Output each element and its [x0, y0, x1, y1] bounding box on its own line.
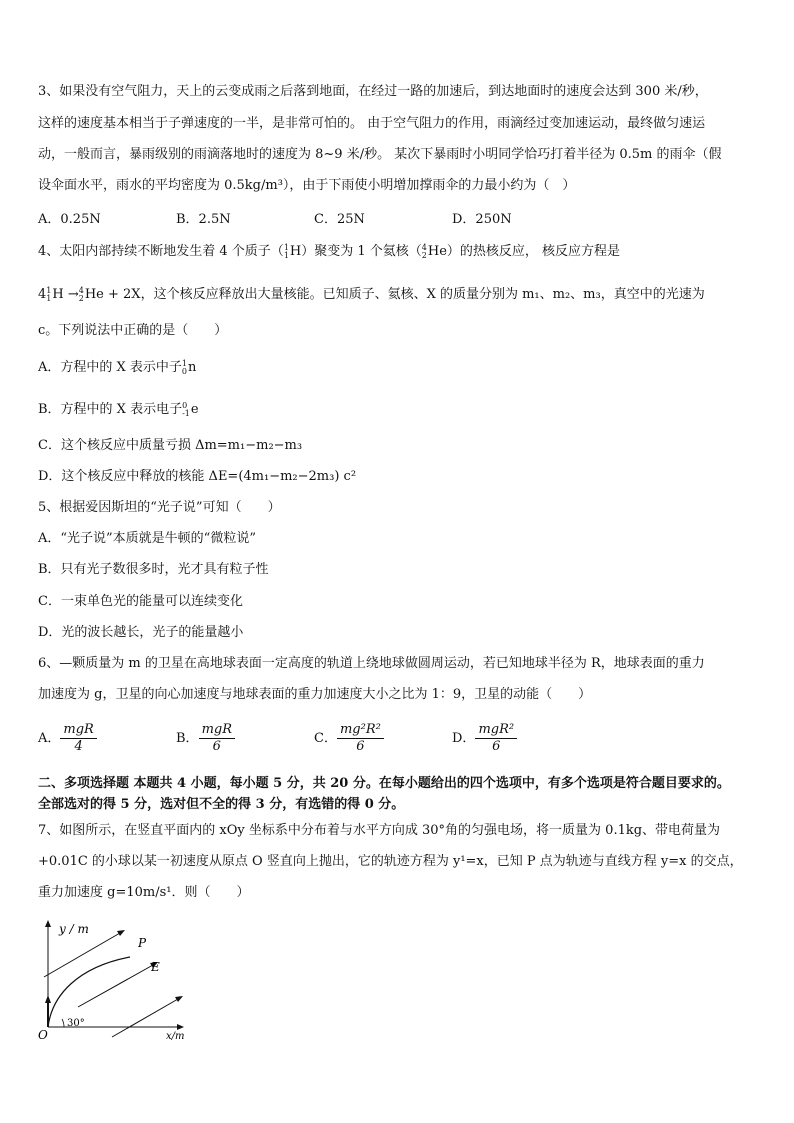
q3-stem-line-1: 3、如果没有空气阻力，天上的云变成雨之后落到地面，在经过一路的加速后，到达地面时的速度会达到 300 米/秒，	[38, 84, 708, 99]
q4-option-b[interactable]: B．方程中的 X 表示电子 0 -1 e	[38, 400, 199, 418]
fraction: $\frac{\text{mg²R²}}{6}$	[337, 722, 384, 755]
q4-stem-line-3: c。下列说法中正确的是（ ）	[38, 323, 228, 338]
proton-isotope: 1 1	[283, 242, 289, 260]
q5-option-b[interactable]: B．只有光子数很多时，光才具有粒子性	[38, 562, 269, 577]
q4-stem-text-a: 4、太阳内部持续不断地发生着 4 个质子（	[38, 244, 284, 259]
q4-stem-text-b: H）聚变为 1 个氦核（	[289, 244, 422, 259]
y-axis-arrow	[45, 920, 51, 927]
electron-isotope: 0 -1	[182, 400, 190, 418]
neutron-isotope: 1 0	[181, 358, 188, 376]
q7-stem-line-3: 重力加速度 g=10m/s¹．则（ ）	[38, 885, 250, 900]
q6-option-d[interactable]: D． $\frac{\text{mgR²}}{6}$	[452, 722, 517, 755]
q3-option-d[interactable]: D．250N	[452, 212, 512, 227]
q6-stem-line-1: 6、—颗质量为 m 的卫星在高地球表面一定高度的轨道上绕地球做圆周运动，若已知地球半径为 R，地球表面的重力	[38, 656, 705, 671]
q7-stem-line-1: 7、如图所示，在竖直平面内的 xOy 坐标系中分布着与水平方向成 30°角的匀强电场，将一质量为 0.1kg、带电荷量为	[38, 823, 721, 838]
q5-option-a[interactable]: A．“光子说”本质就是牛顿的“微粒说”	[38, 531, 256, 546]
angle-label: 30°	[67, 1018, 85, 1029]
equation-coefficient: 4	[38, 287, 47, 302]
q3-stem-line-4: 设伞面水平，雨水的平均密度为 0.5kg/m³），由于下雨使小明增加撑雨伞的力最小约为（ ）	[38, 178, 576, 193]
q6-option-b[interactable]: B． $\frac{\text{mgR}}{6}$	[176, 722, 235, 755]
q6-stem-line-2: 加速度为 g，卫星的向心加速度与地球表面的重力加速度大小之比为 1：9，卫星的动能（ ）	[38, 687, 592, 702]
x-axis-arrow	[177, 1024, 184, 1030]
equation-helium: 4 2	[78, 285, 84, 303]
field-line-upper	[44, 933, 120, 977]
q3-stem-line-3: 动，一般而言，暴雨级别的雨滴落地时的速度为 8~9 米/秒。 某次下暴雨时小明同学恰巧打着半径为 0.5m 的雨伞（假	[38, 147, 722, 162]
fraction: $\frac{\text{mgR}}{4}$	[60, 722, 96, 755]
helium-isotope: 4 2	[421, 242, 427, 260]
q3-option-a[interactable]: A．0.25N	[38, 212, 101, 227]
q3-option-c[interactable]: C．25N	[314, 212, 365, 227]
q5-option-c[interactable]: C．一束单色光的能量可以连续变化	[38, 594, 243, 609]
angle-arc	[62, 1019, 64, 1027]
q4-option-d[interactable]: D．这个核反应中释放的核能 ΔE=(4m₁−m₂−2m₃) c²	[38, 469, 357, 484]
equation-arrow: H →	[52, 287, 79, 302]
section2-heading-line-1: 二、多项选择题 本题共 4 小题，每小题 5 分，共 20 分。在每小题给出的四个选项中，有多个选项是符合题目要求的。	[38, 776, 730, 791]
fraction: $\frac{\text{mgR²}}{6}$	[475, 722, 517, 755]
equation-products: He + 2X	[84, 287, 141, 302]
q5-option-d[interactable]: D．光的波长越长，光子的能量越小	[38, 625, 244, 640]
y-axis-label: y / m	[59, 922, 89, 936]
equation-proton: 1 1	[46, 285, 52, 303]
trajectory-figure	[30, 915, 200, 1040]
q6-option-a[interactable]: A． $\frac{\text{mgR}}{4}$	[38, 722, 97, 755]
x-axis-label: x/m	[166, 1031, 185, 1040]
q6-option-c[interactable]: C． $\frac{\text{mg²R²}}{6}$	[314, 722, 384, 755]
q4-option-a[interactable]: A．方程中的 X 表示中子 1 0 n	[38, 358, 197, 376]
q5-stem: 5、根据爱因斯坦的“光子说”可知（ ）	[38, 500, 281, 515]
q7-stem-line-2: +0.01C 的小球以某一初速度从原点 O 竖直向上抛出，它的轨迹方程为 y¹=x，已知 P 点为轨迹与直线方程 y=x 的交点，	[38, 854, 743, 869]
point-p-label: P	[138, 936, 147, 950]
q3-stem-line-2: 这样的速度基本相当于子弹速度的一半，是非常可怕的。 由于空气阻力的作用，雨滴经过变加速运动，最终做匀速运	[38, 116, 706, 131]
origin-label: O	[38, 1028, 48, 1040]
q3-option-b[interactable]: B．2.5N	[176, 212, 231, 227]
q4-stem-text-rest: ，这个核反应释放出大量核能。已知质子、氦核、X 的质量分别为 m₁、m₂、m₃，真空中的光速为	[140, 287, 705, 302]
q4-stem-text-c: He）的热核反应， 核反应方程是	[427, 244, 621, 259]
q4-option-c[interactable]: C．这个核反应中质量亏损 Δm=m₁−m₂−m₃	[38, 438, 303, 453]
field-label: E	[151, 960, 160, 974]
q4-equation-line	[38, 286, 705, 304]
q4-stem-line-1	[38, 243, 620, 261]
fraction: $\frac{\text{mgR}}{6}$	[199, 722, 235, 755]
section2-heading-line-2: 全部选对的得 5 分，选对但不全的得 3 分，有选错的得 0 分。	[38, 797, 405, 812]
